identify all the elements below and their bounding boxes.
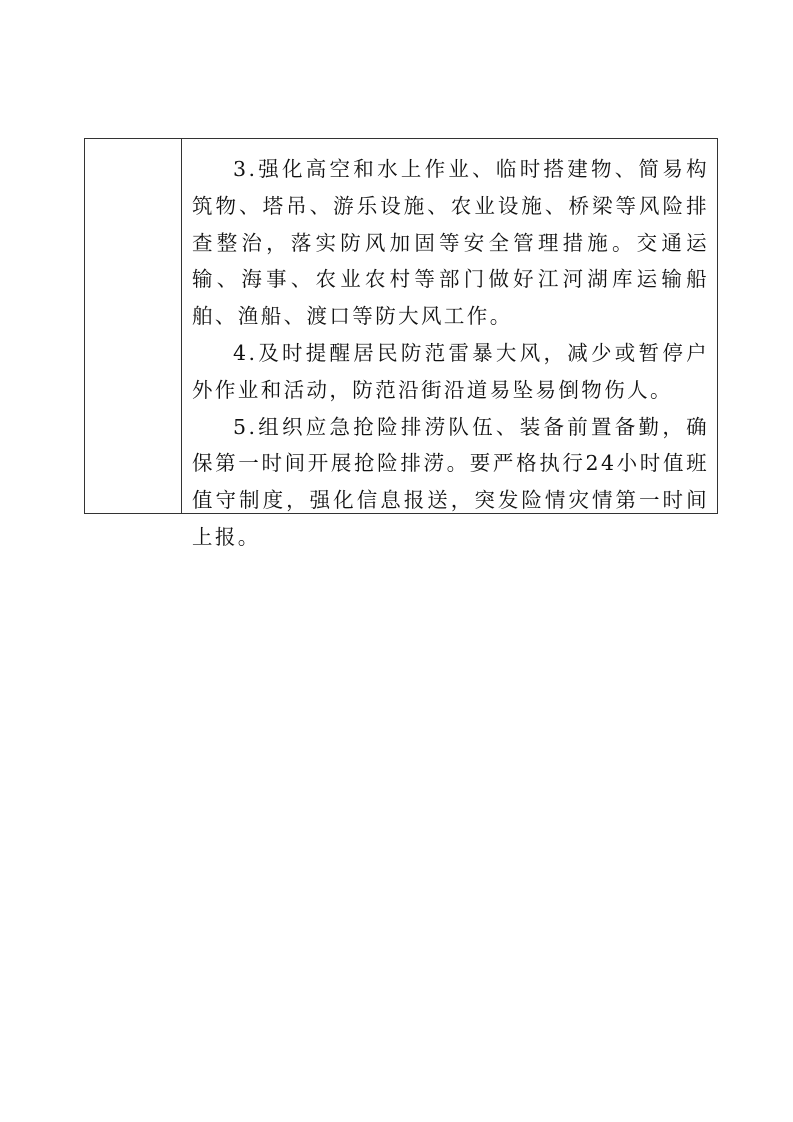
table-left-cell xyxy=(85,139,182,513)
table-right-cell xyxy=(182,139,717,549)
paragraph-item-4: 4.及时提醒居民防范雷暴大风，减少或暂停户外作业和活动，防范沿街沿道易坠易倒物伤人。 xyxy=(192,340,709,402)
measures-table xyxy=(84,138,718,549)
paragraph-item-5: 5.组织应急抢险排涝队伍、装备前置备勤，确保第一时间开展抢险排涝。要严格执行24小时值班值守制度，强化信息报送，突发险情灾情第一时间上报。 xyxy=(192,414,709,549)
paragraph-item-3: 3.强化高空和水上作业、临时搭建物、简易构筑物、塔吊、游乐设施、农业设施、桥梁等风险排查整治，落实防风加固等安全管理措施。交通运输、海事、农业农村等部门做好江河湖库运输船舶、渔船、渡口等防大风工作。 xyxy=(192,157,709,329)
